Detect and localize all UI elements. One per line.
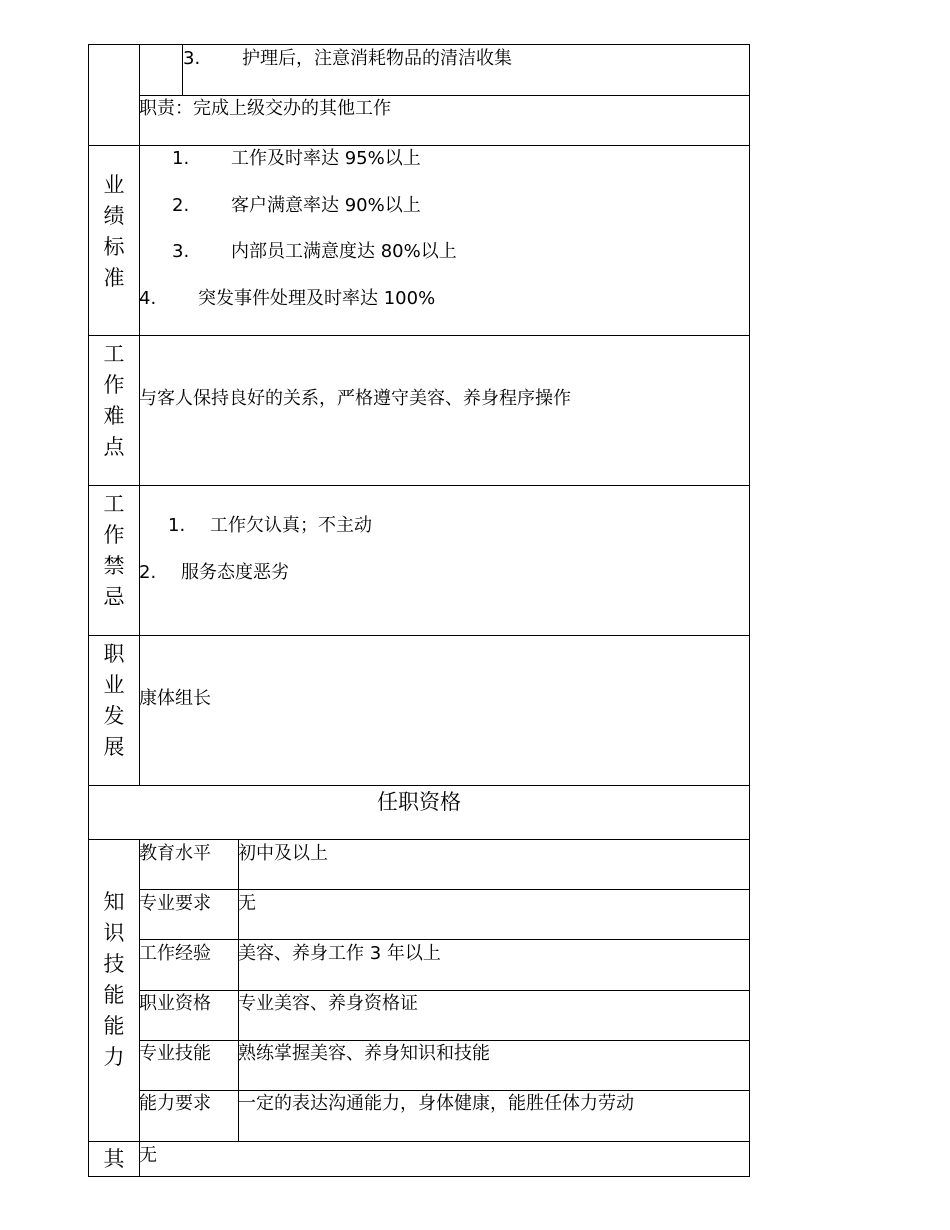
qualification-row-divider	[139, 1040, 750, 1041]
qualification-value: 无	[238, 893, 256, 914]
label-char: 忌	[103, 585, 125, 609]
label-char: 难	[103, 404, 125, 428]
qualification-row-divider	[139, 1090, 750, 1091]
qualification-title: 任职资格	[377, 790, 461, 814]
label-char: 能	[103, 983, 125, 1007]
qualification-row-divider	[139, 939, 750, 940]
label-char: 工	[103, 342, 125, 366]
performance-item-text: 客户满意率达 90%以上	[231, 195, 421, 216]
performance-item-number: 1.	[172, 148, 190, 169]
taboo-item-number: 1.	[168, 515, 186, 536]
label-char: 标	[103, 235, 125, 259]
duty-text: 职责：完成上级交办的其他工作	[139, 98, 391, 119]
label-char: 准	[103, 266, 125, 290]
label-char: 作	[103, 373, 125, 397]
qualification-row-divider	[139, 889, 750, 890]
top-row-divider	[139, 95, 750, 96]
section-divider-taboo	[88, 485, 750, 486]
qualification-key: 职业资格	[139, 993, 211, 1014]
label-char: 业	[103, 673, 125, 697]
performance-item-number: 3.	[172, 241, 190, 262]
section-divider-difficulty	[88, 335, 750, 336]
career-label	[89, 639, 139, 763]
section-divider-qualification-title	[88, 785, 750, 786]
qualification-label	[89, 887, 139, 1073]
performance-item-text: 突发事件处理及时率达 100%	[198, 288, 436, 309]
performance-item-number: 2.	[172, 195, 190, 216]
performance-item-text: 内部员工满意度达 80%以上	[231, 241, 457, 262]
label-char: 知	[103, 890, 125, 914]
career-text: 康体组长	[139, 688, 211, 709]
section-divider-performance	[88, 145, 750, 146]
difficulty-label	[89, 339, 139, 463]
taboo-item-text: 工作欠认真；不主动	[210, 515, 372, 536]
performance-item-text: 工作及时率达 95%以上	[231, 148, 421, 169]
qualification-key: 专业要求	[139, 893, 211, 914]
qualification-value: 一定的表达沟通能力，身体健康，能胜任体力劳动	[238, 1093, 634, 1114]
qualification-key: 能力要求	[139, 1093, 211, 1114]
label-char: 点	[103, 435, 125, 459]
label-char: 展	[103, 735, 125, 759]
label-char: 其	[103, 1147, 125, 1171]
performance-item-number: 4.	[139, 288, 157, 309]
taboo-label	[89, 489, 139, 613]
label-char: 禁	[103, 554, 125, 578]
section-divider-qualification	[88, 839, 750, 840]
section-divider-career	[88, 635, 750, 636]
top-item-text: 护理后，注意消耗物品的清洁收集	[242, 48, 512, 69]
top-item-number: 3.	[183, 48, 201, 69]
taboo-item-text: 服务态度恶劣	[181, 562, 289, 583]
label-char: 识	[103, 921, 125, 945]
label-char: 力	[103, 1045, 125, 1069]
qualification-row-divider	[139, 990, 750, 991]
difficulty-text: 与客人保持良好的关系，严格遵守美容、养身程序操作	[139, 388, 571, 409]
qualification-key: 工作经验	[139, 943, 211, 964]
label-char: 绩	[103, 204, 125, 228]
qualification-key: 专业技能	[139, 1043, 211, 1064]
section-divider-other	[88, 1141, 750, 1142]
label-char: 职	[103, 642, 125, 666]
other-text: 无	[139, 1145, 157, 1166]
label-column-divider-top	[139, 44, 140, 785]
qualification-key: 教育水平	[139, 843, 211, 864]
label-char: 作	[103, 523, 125, 547]
qualification-value: 美容、养身工作 3 年以上	[238, 943, 441, 964]
qualification-value: 熟练掌握美容、养身知识和技能	[238, 1043, 490, 1064]
label-char: 业	[103, 173, 125, 197]
label-char: 能	[103, 1014, 125, 1038]
qualification-value: 初中及以上	[238, 843, 328, 864]
label-char: 工	[103, 492, 125, 516]
qualification-value: 专业美容、养身资格证	[238, 993, 418, 1014]
label-char: 发	[103, 704, 125, 728]
taboo-item-number: 2.	[139, 562, 157, 583]
label-char: 技	[103, 952, 125, 976]
performance-label	[89, 170, 139, 294]
other-label	[89, 1144, 139, 1175]
